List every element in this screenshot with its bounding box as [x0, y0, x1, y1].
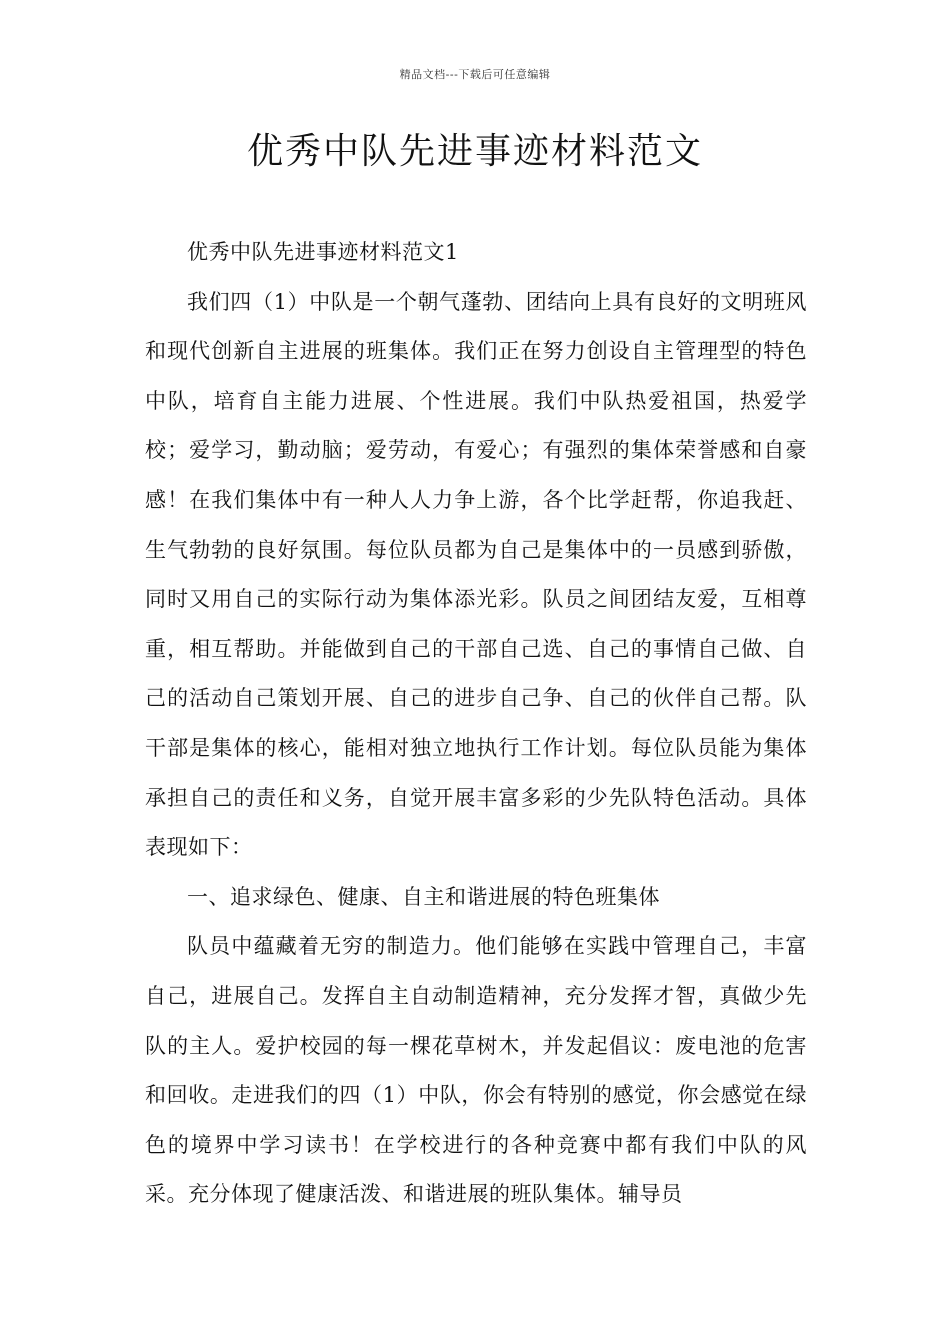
paragraph: 队员中蕴藏着无穷的制造力。他们能够在实践中管理自己，丰富自己，进展自己。发挥自主自动制造精神，充分发挥才智，真做少先队的主人。爱护校园的每一棵花草树木，并发起倡议：废电池的危害和回收。走进我们的四（1）中队，你会有特别的感觉，你会感觉在绿色的境界中学习读书！在学校进行的各种竞赛中都有我们中队的风采。充分体现了健康活泼、和谐进展的班队集体。辅导员 [145, 934, 807, 1207]
document-body [145, 228, 807, 1220]
paragraph-subtitle: 优秀中队先进事迹材料范文1 [187, 240, 459, 264]
paragraph: 我们四（1）中队是一个朝气蓬勃、团结向上具有良好的文明班风和现代创新自主进展的班集体。我们正在努力创设自主管理型的特色中队，培育自主能力进展、个性进展。我们中队热爱祖国，热爱学校；爱学习，勤动脑；爱劳动，有爱心；有强烈的集体荣誉感和自豪感！在我们集体中有一种人人力争上游，各个比学赶帮，你追我赶、生气勃勃的良好氛围。每位队员都为自己是集体中的一员感到骄傲，同时又用自己的实际行动为集体添光彩。队员之间团结友爱，互相尊重，相互帮助。并能做到自己的干部自己选、自己的事情自己做、自己的活动自己策划开展、自己的进步自己争、自己的伙伴自己帮。队干部是集体的核心，能相对独立地执行工作计划。每位队员能为集体承担自己的责任和义务，自觉开展丰富多彩的少先队特色活动。具体表现如下： [145, 289, 807, 860]
paragraph-section-heading: 一、追求绿色、健康、自主和谐进展的特色班集体 [187, 884, 660, 909]
header-note: 精品文档---下载后可任意编辑 [399, 68, 551, 81]
document-title: 优秀中队先进事迹材料范文 [246, 131, 703, 172]
